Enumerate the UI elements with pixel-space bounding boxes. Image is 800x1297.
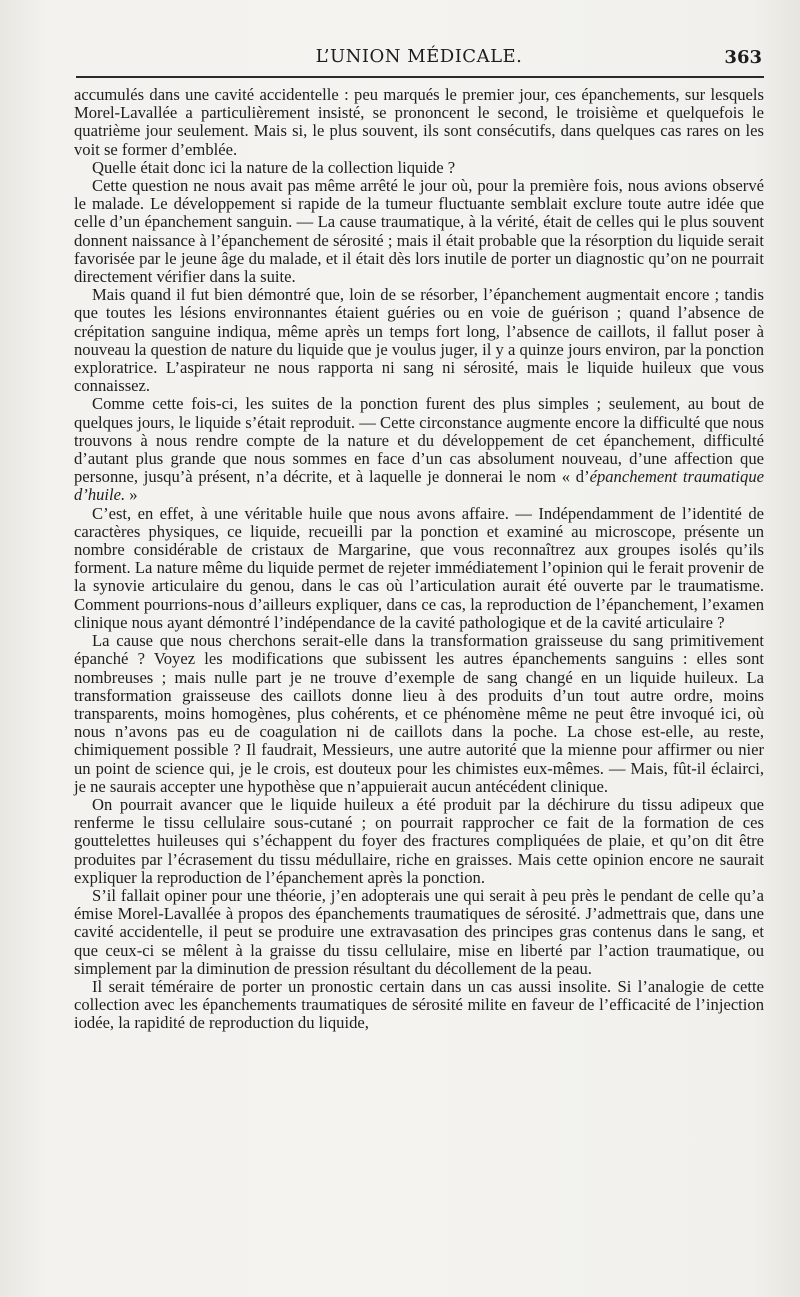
paragraph: Mais quand il fut bien démontré que, loin de se résorber, l’épanchement augmentait encore ; tandis que toutes les lésions environnantes étaient guéries ou en voie de guérison ; quand l’absence de crépitation sanguine indiqua, même après un temps fort long, l’absence de caillots, il fallut poser à nouveau la question de nature du liquide que je voulus juger, il y a quinze jours environ, par la ponction exploratrice. L’aspirateur ne nous rapporta ni sang ni sérosité, mais le liquide huileux que vous connaissez.	[74, 285, 764, 396]
paragraph: La cause que nous cherchons serait-elle dans la transformation graisseuse du sang primitivement épanché ? Voyez les modifications que subissent les autres épanchements sanguins : elles sont nombreuses ; mais nulle part je ne trouve d’exemple de sang changé en un liquide huileux. La transformation graisseuse des caillots donne lieu à des produits d’un tout autre ordre, moins transparents, moins homogènes, plus cohérents, et ce phénomène même ne peut être invoqué ici, où nous n’avons pas eu de coagulation ni de caillots dans la poche. La chose est-elle, au reste, chimiquement possible ? Il faudrait, Messieurs, une autre autorité que la mienne pour affirmer ou nier un point de science qui, je le crois, est douteux pour les chimistes eux-mêmes. — Mais, fût-il éclairci, je ne saurais accepter une hypothèse que n’appuierait aucun antécédent clinique.	[74, 631, 764, 796]
body-text	[74, 86, 764, 1033]
paragraph-text: Comme cette fois-ci, les suites de la ponction furent des plus simples ; seulement, au bout de quelques jours, le liquide s’était reproduit. — Cette circonstance augmente encore la difficulté que nous trouvons à nous rendre compte de la nature et du développement de cet épanchement, difficulté d’autant plus grande que nous sommes en face d’un cas absolument nouveau, d’une affection que personne, jusqu’à présent, n’a décrite, et à laquelle je donnerai le nom « d’	[74, 394, 764, 487]
paragraph: C’est, en effet, à une véritable huile que nous avons affaire. — Indépendamment de l’identité de caractères physiques, ce liquide, recueilli par la ponction et examiné au microscope, présente un nombre considérable de cristaux de Margarine, que vous reconnaîtrez aux groupes isolés qu’ils forment. La nature même du liquide permet de rejeter immédiatement l’opinion qui le ferait provenir de la synovie articulaire du genou, dans le cas où l’articulation aurait été ouverte par le traumatisme. Comment pourrions-nous d’ailleurs expliquer, dans ce cas, la reproduction de l’épanchement, l’examen clinique nous ayant démontré l’indépendance de la cavité pathologique et de la cavité articulaire ?	[74, 503, 764, 632]
paragraph: accumulés dans une cavité accidentelle : peu marqués le premier jour, ces épanchements, sur lesquels Morel-Lavallée a particulièrement insisté, se prononcent le second, le troisième et quelquefois le quatrième jour seulement. Mais si, le plus souvent, ils sont consécutifs, dans quelques cas rares on les voit se former d’emblée.	[74, 85, 764, 159]
paragraph: Il serait téméraire de porter un pronostic certain dans un cas aussi insolite. Si l’analogie de cette collection avec les épanchements traumatiques de sérosité milite en faveur de l’efficacité de l’injection iodée, la rapidité de reproduction du liquide,	[74, 976, 764, 1033]
page-number: 363	[724, 47, 762, 68]
paragraph: On pourrait avancer que le liquide huileux a été produit par la déchirure du tissu adipeux que renferme le tissu cellulaire sous-cutané ; on pourrait rapprocher ce fait de la formation de ces gouttelettes huileuses qui s’échappent du foyer des fractures compliquées de plaie, et qu’on dit être produites par l’écrasement du tissu médullaire, riche en graisses. Mais cette opinion encore ne saurait expliquer la reproduction de l’épanchement après la ponction.	[74, 794, 764, 887]
running-title: L’UNION MÉDICALE.	[315, 46, 523, 67]
italic-term: épanchement traumatique d’huile.	[74, 467, 764, 505]
paragraph	[74, 395, 764, 504]
running-header	[76, 46, 762, 76]
header-rule	[76, 76, 764, 78]
paragraph: Cette question ne nous avait pas même arrêté le jour où, pour la première fois, nous avions observé le malade. Le développement si rapide de la tumeur fluctuante semblait exclure toute autre idée que celle d’un épanchement sanguin. — La cause traumatique, à la vérité, était de celles qui le plus souvent donnent naissance à l’épanchement de sérosité ; mais il était probable que la résorption du liquide serait favorisée par le jeune âge du malade, et il était dès lors inutile de porter un diagnostic qu’on ne pourrait directement vérifier dans la suite.	[74, 176, 764, 287]
paragraph: Quelle était donc ici la nature de la collection liquide ?	[92, 157, 456, 177]
paragraph: S’il fallait opiner pour une théorie, j’en adopterais une qui serait à peu près le pendant de celle qu’a émise Morel-Lavallée à propos des épanchements traumatiques de sérosité. J’admettrais que, dans une cavité accidentelle, il peut se produire une extravasation des principes gras contenus dans le sang, et que ceux-ci se mêlent à la graisse du tissu cellulaire, mise en liberté par l’action traumatique, ou simplement par la diminution de pression résultant du décollement de la peau.	[74, 885, 764, 978]
paragraph-text-end: »	[125, 485, 138, 505]
